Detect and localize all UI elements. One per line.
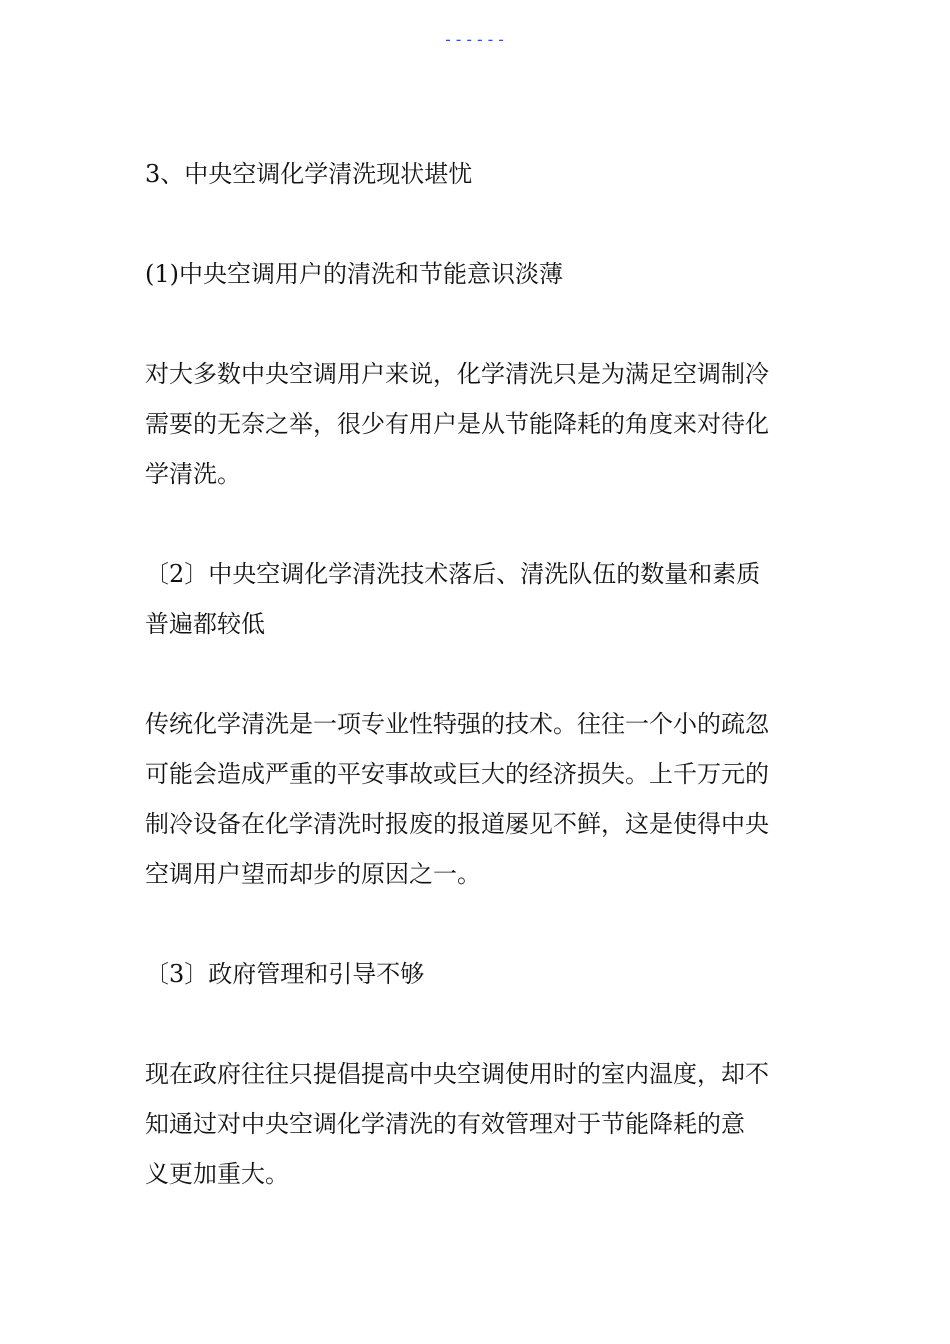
paragraph-line: 需要的无奈之举，很少有用户是从节能降耗的角度来对待化 <box>145 410 769 438</box>
subsection-title-3: 〔3〕政府管理和引导不够 <box>145 960 425 988</box>
paragraph-1 <box>145 349 815 499</box>
subsection-title-line: 普遍都较低 <box>145 610 265 638</box>
subsection-title-line: 〔2〕中央空调化学清洗技术落后、清洗队伍的数量和素质 <box>145 560 761 588</box>
document-body <box>145 149 815 1199</box>
paragraph-line: 现在政府往往只提倡提高中央空调使用时的室内温度，却不 <box>145 1060 769 1088</box>
paragraph-line: 知通过对中央空调化学清洗的有效管理对于节能降耗的意 <box>145 1110 745 1138</box>
subsection-title-1: (1)中央空调用户的清洗和节能意识淡薄 <box>145 260 563 288</box>
paragraph-line: 传统化学清洗是一项专业性特强的技术。往往一个小的疏忽 <box>145 710 769 738</box>
paragraph-line: 学清洗。 <box>145 460 241 488</box>
paragraph-line: 对大多数中央空调用户来说，化学清洗只是为满足空调制冷 <box>145 360 769 388</box>
paragraph-line: 制冷设备在化学清洗时报废的报道屡见不鲜，这是使得中央 <box>145 810 769 838</box>
paragraph-2 <box>145 699 815 899</box>
section-title: 3、中央空调化学清洗现状堪忧 <box>145 160 473 188</box>
subsection-title-2 <box>145 549 815 649</box>
paragraph-line: 空调用户望而却步的原因之一。 <box>145 860 481 888</box>
paragraph-3 <box>145 1049 815 1199</box>
paragraph-line: 可能会造成严重的平安事故或巨大的经济损失。上千万元的 <box>145 760 769 788</box>
paragraph-line: 义更加重大。 <box>145 1160 289 1188</box>
header-dash-mark: ------ <box>443 30 507 49</box>
